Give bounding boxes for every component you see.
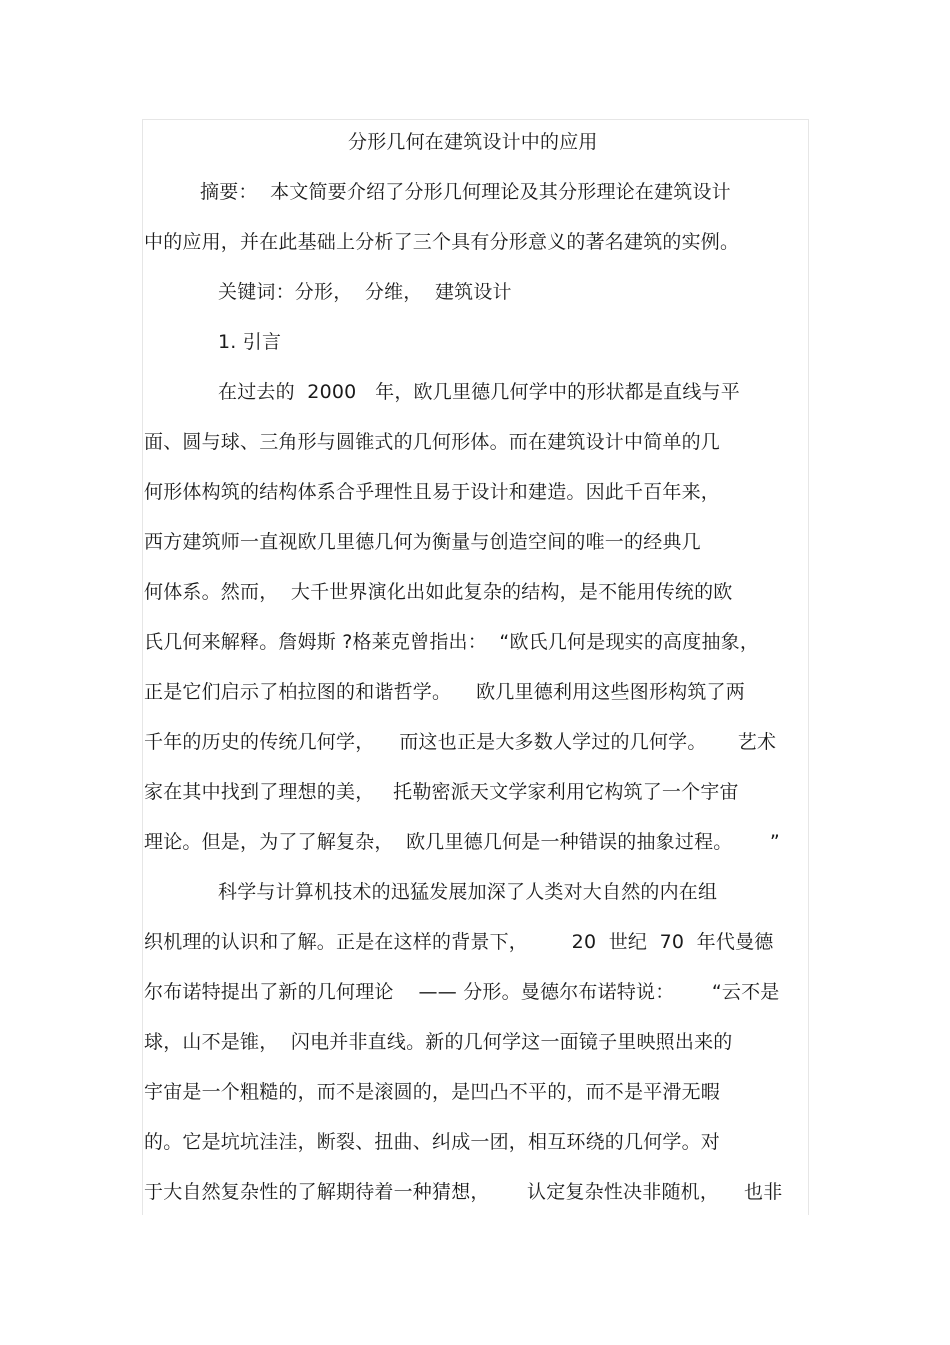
paragraph-line: 西方建筑师一直视欧几里德几何为衡量与创造空间的唯一的经典几: [144, 531, 701, 553]
paragraph-line: 何形体构筑的结构体系合乎理性且易于设计和建造。因此千百年来，: [144, 481, 721, 503]
paragraph-line: 织机理的认识和了解。正是在这样的背景下， 20 世纪 70 年代曼德: [144, 931, 774, 953]
paragraph-line: 氏几何来解释。詹姆斯 ?格莱克曾指出： “欧氏几何是现实的高度抽象，: [144, 631, 760, 653]
paragraph-line: 尔布诺特提出了新的几何理论 —— 分形。曼德尔布诺特说： “云不是: [144, 981, 780, 1003]
paragraph-line: 家在其中找到了理想的美， 托勒密派天文学家利用它构筑了一个宇宙: [144, 781, 739, 803]
abstract-line-1: 摘要： 本文简要介绍了分形几何理论及其分形理论在建筑设计: [200, 181, 731, 203]
paragraph-line: 科学与计算机技术的迅猛发展加深了人类对大自然的内在组: [218, 881, 718, 903]
abstract-line-2: 中的应用，并在此基础上分析了三个具有分形意义的著名建筑的实例。: [144, 231, 740, 253]
keywords-line: 关键词：分形， 分维， 建筑设计: [218, 281, 512, 303]
paragraph-line: 面、圆与球、三角形与圆锥式的几何形体。而在建筑设计中简单的几: [144, 431, 721, 453]
paragraph-line: 球，山不是锥， 闪电并非直线。新的几何学这一面镜子里映照出来的: [144, 1031, 733, 1053]
paragraph-line: 理论。但是，为了了解复杂， 欧几里德几何是一种错误的抽象过程。 ”: [144, 831, 780, 853]
section-heading: 1. 引言: [218, 331, 282, 353]
paragraph-line: 在过去的 2000 年，欧几里德几何学中的形状都是直线与平: [218, 381, 740, 403]
paragraph-line: 正是它们启示了柏拉图的和谐哲学。 欧几里德利用这些图形构筑了两: [144, 681, 745, 703]
paragraph-line: 何体系。然而， 大千世界演化出如此复杂的结构，是不能用传统的欧: [144, 581, 733, 603]
paragraph-line: 的。它是坑坑洼洼，断裂、扭曲、纠成一团，相互环绕的几何学。对: [144, 1131, 721, 1153]
document-title: 分形几何在建筑设计中的应用: [348, 131, 598, 153]
paragraph-line: 宇宙是一个粗糙的，而不是滚圆的，是凹凸不平的，而不是平滑无暇: [144, 1081, 721, 1103]
paragraph-line: 于大自然复杂性的了解期待着一种猜想， 认定复杂性决非随机， 也非: [144, 1181, 783, 1203]
paragraph-line: 千年的历史的传统几何学， 而这也正是大多数人学过的几何学。 艺术: [144, 731, 777, 753]
